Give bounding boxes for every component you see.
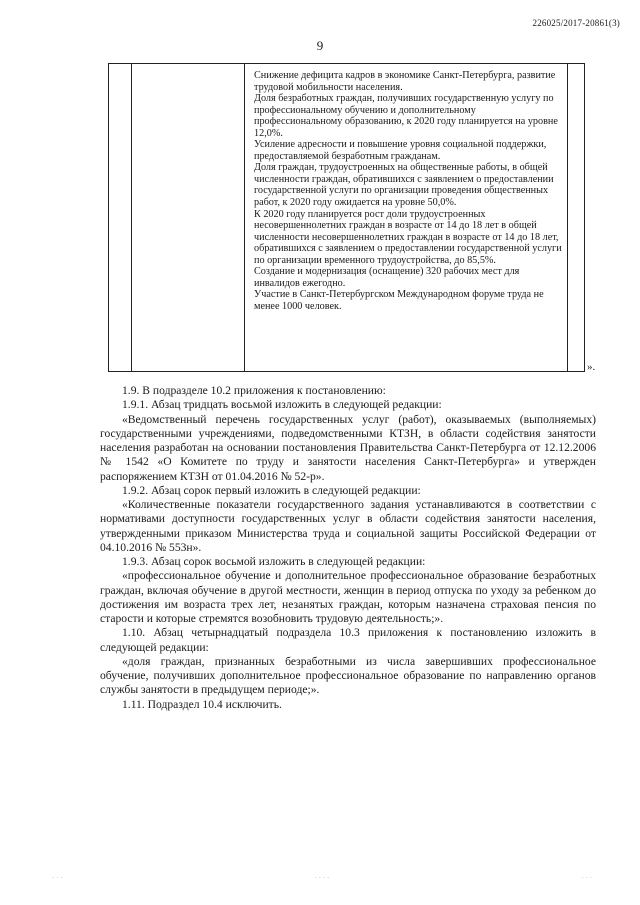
- cell-paragraph: Доля граждан, трудоустроенных на общественные работы, в общей численности граждан, обратившихся с заявлением о предоставлении государственной услуги по организации проведения общественных работ, к 2020 году ожидается на уровне 50,0%.: [254, 162, 554, 209]
- scan-mark: · · · ·: [314, 874, 330, 882]
- closing-quote: ».: [587, 361, 596, 373]
- document-id: 226025/2017-20861(3): [532, 18, 620, 28]
- table-fragment: [108, 63, 585, 372]
- paragraph: «профессиональное обучение и дополнительное профессиональное образование безработных граждан, включая обучение в другой местности, женщин в период отпуска по уходу за ребенком до достижения им возраста трех лет, незанятых граждан, которым назначена страховая пенсия по старости и которые стремятся возобновить трудовую деятельность;».: [100, 569, 596, 625]
- scan-mark: · · ·: [581, 874, 592, 882]
- paragraph: «Количественные показатели государственного задания устанавливаются в соответствии с нормативами доступности государственных услуг в области содействия занятости населения, утвержденными приказом Министерства труда и социальной защиты Российской Федерации от 04.10.2016 № 553н».: [100, 498, 596, 554]
- paragraph: 1.9.1. Абзац тридцать восьмой изложить в следующей редакции:: [122, 398, 442, 412]
- cell-paragraph: Усиление адресности и повышение уровня социальной поддержки, предоставляемой безработным гражданам.: [254, 139, 547, 162]
- table-cell-text: [254, 70, 564, 312]
- cell-paragraph: Доля безработных граждан, получивших государственную услугу по профессиональному обучению и дополнительному профессиональному образованию, к 2020 году планируется на уровне 12,0%.: [254, 93, 558, 139]
- paragraph: «Ведомственный перечень государственных услуг (работ), оказываемых (выполняемых) государственными учреждениями, подведомственными КТЗН, в области содействия занятости населения разработан на основании постановления Правительства Санкт-Петербурга от 12.12.2006 № 1542 «О Комитете по труду и занятости населения Санкт-Петербурга» и утвержден распоряжением КТЗН от 01.04.2016 № 52-р».: [100, 412, 596, 483]
- page-number: 9: [316, 38, 324, 53]
- table-column-divider: [131, 64, 132, 371]
- paragraph: 1.9. В подразделе 10.2 приложения к постановлению:: [122, 384, 386, 397]
- document-body: [100, 384, 596, 712]
- paragraph: 1.10. Абзац четырнадцатый подраздела 10.3 приложения к постановлению изложить в следующей редакции:: [100, 626, 596, 654]
- paragraph: «доля граждан, признанных безработными из числа завершивших профессиональное обучение, получивших дополнительное профессиональное образование по направлению органов службы занятости в предыдущем периоде;».: [100, 654, 596, 697]
- cell-paragraph: Снижение дефицита кадров в экономике Санкт-Петербурга, развитие трудовой мобильности населения.: [254, 70, 556, 93]
- table-column-divider: [567, 64, 568, 371]
- paragraph: 1.11. Подраздел 10.4 исключить.: [122, 697, 282, 711]
- cell-paragraph: Участие в Санкт-Петербургском Международном форуме труда не менее 1000 человек.: [254, 289, 544, 312]
- footer-marks: [52, 874, 592, 882]
- cell-paragraph: К 2020 году планируется рост доли трудоустроенных несовершеннолетних граждан в возрасте от 14 до 18 лет в общей численности несовершеннолетних граждан в возрасте от 14 до 18 лет, обратившихся с заявлением о предоставлении государственной услуги по организации временного трудоустройства, до 85,5%.: [254, 208, 562, 266]
- scan-mark: · · ·: [52, 874, 63, 882]
- table-column-divider: [244, 64, 245, 371]
- paragraph: 1.9.2. Абзац сорок первый изложить в следующей редакции:: [122, 483, 421, 497]
- cell-paragraph: Создание и модернизация (оснащение) 320 рабочих мест для инвалидов ежегодно.: [254, 266, 520, 289]
- paragraph: 1.9.3. Абзац сорок восьмой изложить в следующей редакции:: [122, 555, 426, 568]
